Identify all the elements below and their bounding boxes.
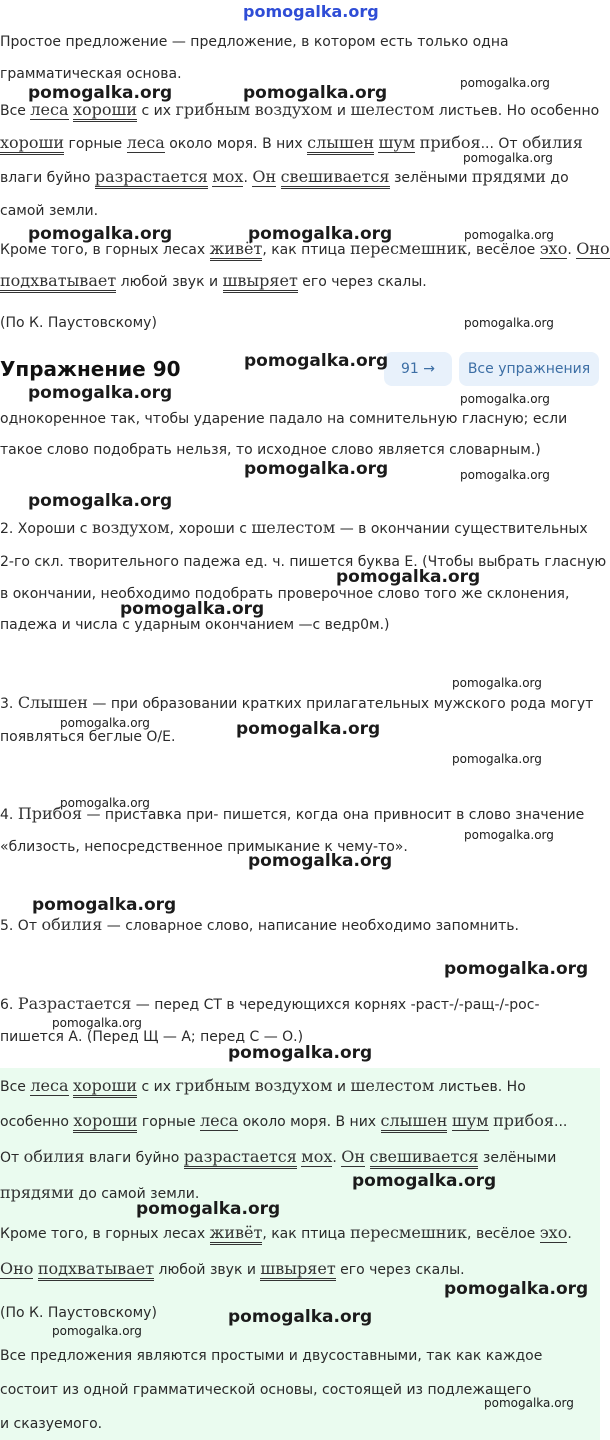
watermark: pomogalka.org: [52, 1324, 142, 1338]
next-exercise-button[interactable]: 91 →: [384, 352, 452, 386]
watermark: pomogalka.org: [444, 959, 589, 979]
note-1-line-2: такое слово подобрать нельзя, то исходное слово является словарным.): [0, 442, 541, 458]
watermark: pomogalka.org: [464, 316, 554, 330]
watermark: pomogalka.org: [228, 1043, 373, 1063]
watermark: pomogalka.org: [463, 151, 553, 165]
watermark: pomogalka.org: [452, 676, 542, 690]
note-5-line: 5. От обилия — словарное слово, написание необходимо запомнить.: [0, 915, 519, 934]
text-line-1: Все леса хороши с их грибным воздухом и шелестом листьев. Но особенно: [0, 101, 600, 120]
answer-source-line: (По К. Паустовскому): [0, 1305, 157, 1321]
watermark: pomogalka.org: [60, 716, 150, 730]
watermark: pomogalka.org: [248, 224, 393, 244]
watermark: pomogalka.org: [228, 1307, 373, 1327]
source-line: (По К. Паустовскому): [0, 315, 157, 331]
conclusion-line-2: состоит из одной грамматической основы, состоящей из подлежащего: [0, 1382, 532, 1398]
watermark: pomogalka.org: [52, 1016, 142, 1030]
watermark: pomogalka.org: [464, 228, 554, 242]
watermark: pomogalka.org: [243, 83, 388, 103]
watermark: pomogalka.org: [352, 1171, 497, 1191]
note-6-line-1: 6. Разрастается — перед СТ в чередующихся корнях -раст-/-ращ-/-рос-: [0, 994, 540, 1013]
watermark: pomogalka.org: [120, 599, 265, 619]
note-4-line-2: «близость, непосредственное примыкание к чему-то».: [0, 839, 408, 855]
watermark: pomogalka.org: [236, 719, 381, 739]
note-6-line-2: пишется А. (Перед Щ — А; перед С — О.): [0, 1029, 304, 1045]
note-2-line-4: падежа и числа с ударным окончанием —с ведр0м.): [0, 617, 390, 633]
watermark: pomogalka.org: [28, 383, 173, 403]
answer-line-2: особенно хороши горные леса около моря. В них слышен шум прибоя...: [0, 1112, 600, 1131]
watermark: pomogalka.org: [464, 828, 554, 842]
watermark: pomogalka.org: [248, 851, 393, 871]
watermark: pomogalka.org: [244, 351, 389, 371]
watermark: pomogalka.org: [460, 468, 550, 482]
note-4-line-1: 4. Прибоя — приставка при- пишется, когда она привносит в слово значение: [0, 804, 585, 823]
watermark: pomogalka.org: [136, 1199, 281, 1219]
watermark: pomogalka.org: [60, 796, 150, 810]
watermark: pomogalka.org: [28, 83, 173, 103]
watermark: pomogalka.org: [460, 76, 550, 90]
definition-line-1: Простое предложение — предложение, в котором есть только одна: [0, 34, 509, 50]
watermark: pomogalka.org: [444, 1279, 589, 1299]
watermark: pomogalka.org: [244, 459, 389, 479]
note-3-line-1: 3. Слышен — при образовании кратких прилагательных мужского рода могут: [0, 693, 594, 712]
watermark: pomogalka.org: [32, 895, 177, 915]
answer-line-5: Кроме того, в горных лесах живёт, как птица пересмешник, весёлое эхо.: [0, 1224, 600, 1243]
watermark: pomogalka.org: [452, 752, 542, 766]
watermark: pomogalka.org: [336, 567, 481, 587]
text-line-2: хороши горные леса около моря. В них слышен шум прибоя... От обилия: [0, 134, 600, 153]
note-3-line-2: появляться беглые О/Е.: [0, 729, 176, 745]
conclusion-line-1: Все предложения являются простыми и двусоставными, так как каждое: [0, 1348, 543, 1364]
note-2-line-3: в окончании, необходимо подобрать проверочное слово того же склонения,: [0, 586, 570, 602]
watermark: pomogalka.org: [484, 1396, 574, 1410]
note-2-line-1: 2. Хороши с воздухом, хороши с шелестом — в окончании существительных: [0, 518, 588, 537]
watermark: pomogalka.org: [28, 491, 173, 511]
watermark-top: pomogalka.org: [243, 2, 379, 21]
answer-line-4: прядями до самой земли.: [0, 1183, 200, 1202]
definition-line-2: грамматическая основа.: [0, 66, 182, 82]
watermark: pomogalka.org: [28, 224, 173, 244]
note-2-line-2: 2-го скл. творительного падежа ед. ч. пишется буква Е. (Чтобы выбрать гласную: [0, 554, 607, 570]
conclusion-line-3: и сказуемого.: [0, 1416, 103, 1432]
watermark: pomogalka.org: [460, 392, 550, 406]
text-line-6: подхватывает любой звук и швыряет его через скалы.: [0, 272, 600, 291]
all-exercises-button[interactable]: Все упражнения: [459, 352, 599, 386]
note-1-line-1: однокоренное так, чтобы ударение падало на сомнительную гласную; если: [0, 411, 568, 427]
answer-line-3: От обилия влаги буйно разрастается мох. Он свешивается зелёными: [0, 1148, 600, 1167]
answer-line-6: Оно подхватывает любой звук и швыряет его через скалы.: [0, 1260, 600, 1279]
text-line-5: Кроме того, в горных лесах живёт, как птица пересмешник, весёлое эхо. Оно: [0, 240, 600, 259]
exercise-title: Упражнение 90: [0, 357, 181, 381]
answer-line-1: Все леса хороши с их грибным воздухом и шелестом листьев. Но: [0, 1077, 600, 1096]
text-line-4: самой земли.: [0, 203, 99, 219]
text-line-3: влаги буйно разрастается мох. Он свешивается зелёными прядями до: [0, 168, 600, 187]
